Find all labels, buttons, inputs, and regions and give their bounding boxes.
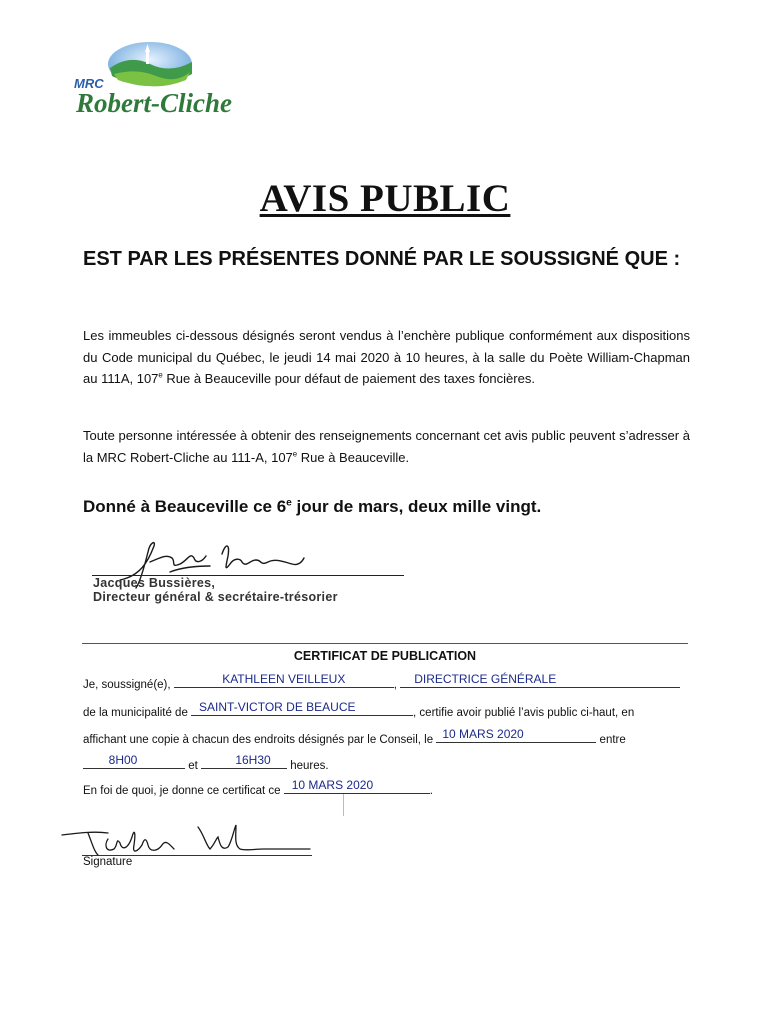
signer-title-field: DIRECTRICE GÉNÉRALE	[400, 674, 680, 688]
signature-label: Signature	[83, 856, 133, 868]
logo-mrc-text: MRC	[74, 76, 104, 91]
certificate-date-field: 10 MARS 2020	[284, 780, 430, 794]
mrc-robert-cliche-logo	[70, 40, 255, 120]
signatory-name: Jacques Bussières,	[93, 576, 216, 590]
logo-name-text: Robert-Cliche	[76, 88, 232, 118]
time-start-field: 8H00	[83, 755, 185, 769]
signatory-role: Directeur général & secrétaire-trésorier	[93, 590, 338, 604]
info-paragraph: Toute personne intéressée à obtenir des renseignements concernant cet avis public peuvent s’adresser à la MRC Robert-Cliche au 111-A, 107e Rue à Beauceville.	[83, 428, 690, 465]
section-separator	[82, 643, 688, 644]
page-title: AVIS PUBLIC	[259, 177, 511, 220]
certificate-line-3: affichant une copie à chacun des endroits désignés par le Conseil, le 10 MARS 2020 entre	[83, 727, 626, 746]
certificate-line-5: En foi de quoi, je donne ce certificat ce 10 MARS 2020 .	[83, 778, 433, 797]
given-at-line: Donné à Beauceville ce 6e jour de mars, deux mille vingt.	[83, 497, 542, 516]
municipality-field: SAINT-VICTOR DE BEAUCE	[191, 702, 413, 716]
certificate-line-2: de la municipalité de SAINT-VICTOR DE BEAUCE , certifie avoir publié l’avis public ci-haut, en	[83, 700, 635, 719]
sale-paragraph: Les immeubles ci-dessous désignés seront vendus à l’enchère publique conformément aux dispositions du Code municipal du Québec, le jeudi 14 mai 2020 à 10 heures, à la salle du Poète William-Chapman au 111A, 107e Rue à Beauceville pour défaut de paiement des taxes foncières.	[83, 328, 690, 386]
certificate-line-1: Je, soussigné(e), KATHLEEN VEILLEUX , DIRECTRICE GÉNÉRALE	[83, 674, 680, 691]
certificate-title: CERTIFICAT DE PUBLICATION	[293, 649, 477, 663]
notice-heading: EST PAR LES PRÉSENTES DONNÉ PAR LE SOUSSIGNÉ QUE :	[83, 248, 681, 270]
posting-date-field: 10 MARS 2020	[436, 729, 596, 743]
scan-mark	[343, 794, 344, 816]
certificate-line-4: 8H00 et 16H30 heures.	[83, 755, 329, 772]
signer-name-field: KATHLEEN VEILLEUX	[174, 674, 394, 688]
time-end-field: 16H30	[201, 755, 287, 769]
